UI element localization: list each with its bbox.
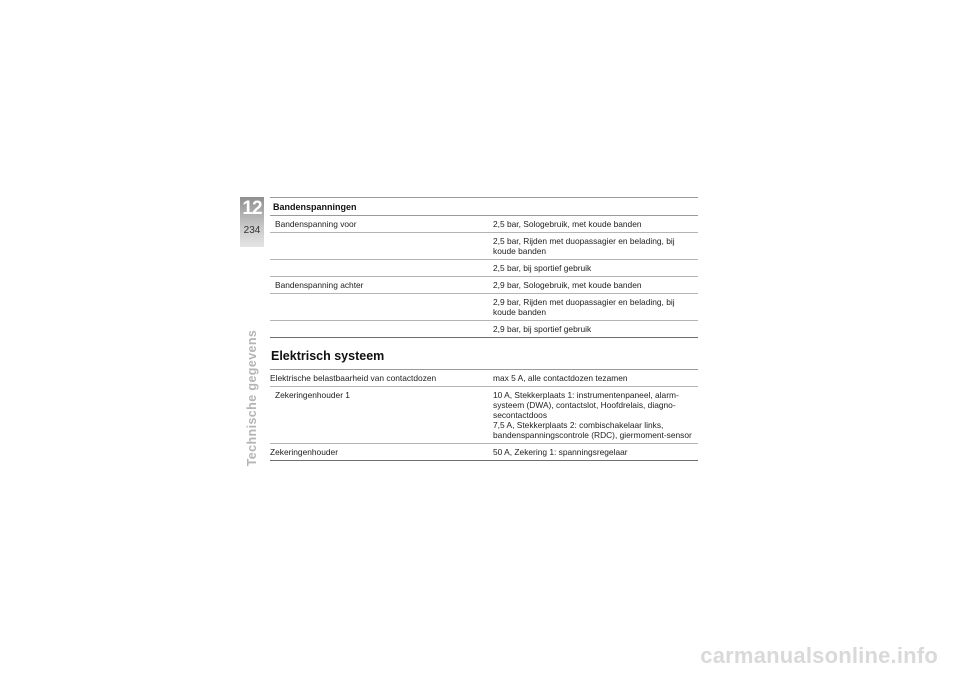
table-row bbox=[270, 260, 698, 277]
row-value: 2,9 bar, Rijden met duopassagier en belading, bij koude banden bbox=[493, 294, 698, 321]
row-label: Bandenspanning achter bbox=[270, 277, 493, 294]
row-value: 10 A, Stekkerplaats 1: instrumentenpaneel, alarm-systeem (DWA), contactslot, Hoofdrelais, diagno-secontactdoos bbox=[493, 390, 679, 420]
row-label: Bandenspanning voor bbox=[270, 216, 493, 233]
electrical-table bbox=[270, 369, 698, 461]
row-label bbox=[270, 294, 493, 321]
chapter-side-title: Technische gegevens bbox=[245, 329, 259, 467]
row-label bbox=[270, 260, 493, 277]
row-value: max 5 A, alle contactdozen tezamen bbox=[493, 370, 698, 387]
row-value: 2,5 bar, Sologebruik, met koude banden bbox=[493, 216, 698, 233]
tire-pressure-table bbox=[270, 215, 698, 338]
table-row bbox=[270, 444, 698, 461]
table-row bbox=[270, 216, 698, 233]
row-label bbox=[270, 233, 493, 260]
tire-pressure-heading: Bandenspanningen bbox=[273, 202, 357, 212]
table-row bbox=[270, 370, 698, 387]
row-label: Zekeringenhouder 1 bbox=[270, 387, 493, 444]
table-row bbox=[270, 321, 698, 338]
row-value: 2,9 bar, bij sportief gebruik bbox=[493, 321, 698, 338]
table-row bbox=[270, 294, 698, 321]
page-number: 234 bbox=[243, 225, 261, 236]
watermark: carmanualsonline.info bbox=[700, 643, 938, 668]
row-value: 50 A, Zekering 1: spanningsregelaar bbox=[493, 444, 698, 461]
row-label: Elektrische belastbaarheid van contactdozen bbox=[270, 370, 493, 387]
page-content bbox=[270, 197, 698, 461]
table-row bbox=[270, 233, 698, 260]
electrical-heading: Elektrisch systeem bbox=[271, 349, 385, 363]
row-label bbox=[270, 321, 493, 338]
row-value: 2,5 bar, Rijden met duopassagier en belading, bij koude banden bbox=[493, 233, 698, 260]
table-row bbox=[270, 387, 698, 444]
table-row bbox=[270, 277, 698, 294]
row-value: 2,9 bar, Sologebruik, met koude banden bbox=[493, 277, 698, 294]
chapter-number: 12 bbox=[242, 198, 262, 219]
row-label: Zekeringenhouder bbox=[270, 444, 493, 461]
row-value: 2,5 bar, bij sportief gebruik bbox=[493, 260, 698, 277]
row-value-secondary: 7,5 A, Stekkerplaats 2: combischakelaar links, bandenspanningscontrole (RDC), giermoment-sensor bbox=[493, 420, 692, 440]
